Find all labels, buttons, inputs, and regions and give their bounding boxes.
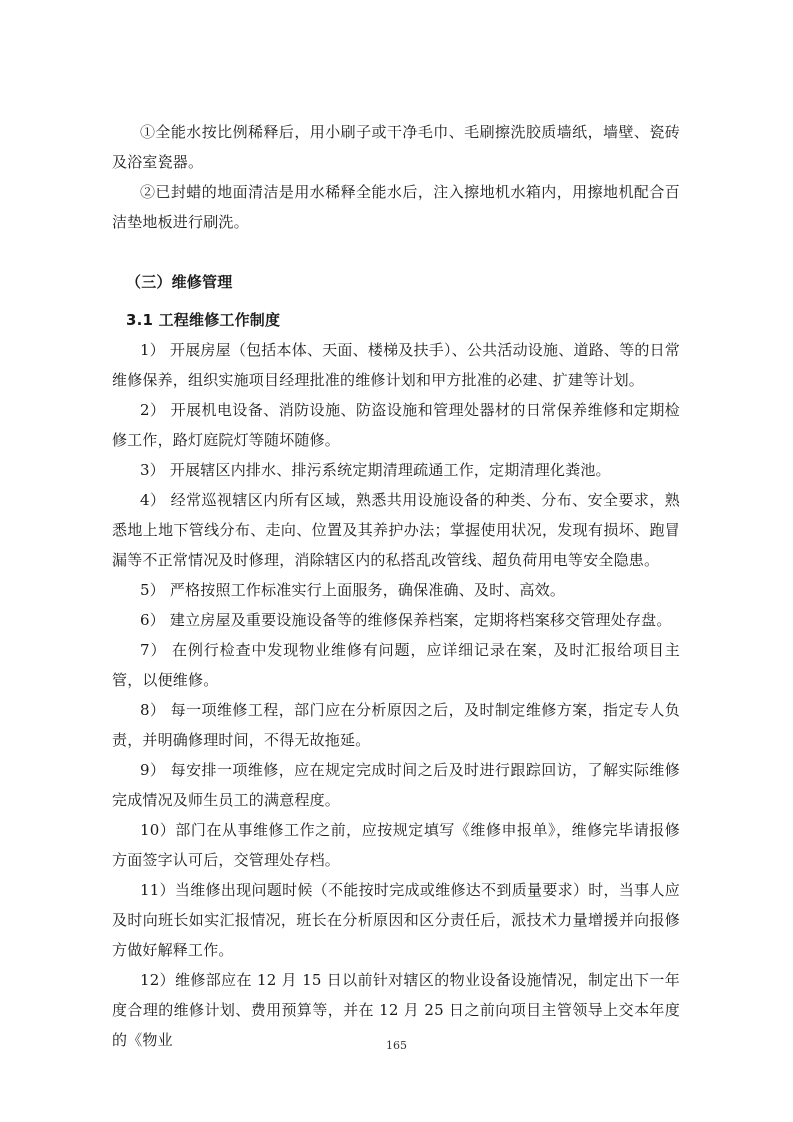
intro-paragraph-2: ②已封蜡的地面清洁是用水稀释全能水后，注入擦地机水箱内，用擦地机配合百洁垫地板进行刷洗。 [112,183,680,231]
page-number: 165 [386,1039,407,1052]
list-item: 8） 每一项维修工程，部门应在分析原因之后，及时制定维修方案，指定专人负责，并明确修理时间，不得无故拖延。 [112,701,680,749]
list-item: 3） 开展辖区内排水、排污系统定期清理疏通工作，定期清理化粪池。 [140,461,611,479]
list-item: 6） 建立房屋及重要设施设备等的维修保养档案，定期将档案移交管理处存盘。 [140,611,672,629]
list-item: 2） 开展机电设备、消防设施、防盗设施和管理处器材的日常保养维修和定期检修工作，路灯庭院灯等随坏随修。 [112,401,680,449]
section-heading: （三）维修管理 [126,273,233,291]
list-item: 1） 开展房屋（包括本体、天面、楼梯及扶手）、公共活动设施、道路、等的日常维修保养，组织实施项目经理批准的维修计划和甲方批准的必建、扩建等计划。 [112,341,680,389]
list-item: 4） 经常巡视辖区内所有区域，熟悉共用设施设备的种类、分布、安全要求，熟悉地上地下管线分布、走向、位置及其养护办法；掌握使用状况，发现有损坏、跑冒漏等不正常情况及时修理，消除辖区内的私搭乱改管线、超负荷用电等安全隐患。 [112,491,680,569]
list-item: 11）当维修出现问题时候（不能按时完成或维修达不到质量要求）时，当事人应及时向班长如实汇报情况，班长在分析原因和区分责任后，派技术力量增援并向报修方做好解释工作。 [112,881,680,959]
list-item: 9） 每安排一项维修，应在规定完成时间之后及时进行跟踪回访，了解实际维修完成情况及师生员工的满意程度。 [112,761,680,809]
list-item: 12）维修部应在 12 月 15 日以前针对辖区的物业设备设施情况，制定出下一年度合理的维修计划、费用预算等，并在 12 月 25 日之前向项目主管领导上交本年度的《物业 [112,971,680,1049]
list-item: 5） 严格按照工作标准实行上面服务，确保准确、及时、高效。 [140,581,566,599]
list-item: 10）部门在从事维修工作之前，应按规定填写《维修申报单》，维修完毕请报修方面签字认可后，交管理处存档。 [112,821,680,869]
section-spacer [112,237,680,267]
page-content [112,117,680,1055]
subsection-heading: 3.1 工程维修工作制度 [126,311,281,329]
list-item: 7） 在例行检查中发现物业维修有问题，应详细记录在案，及时汇报给项目主管，以便维修。 [112,641,680,689]
intro-paragraph-1: ①全能水按比例稀释后，用小刷子或干净毛巾、毛刷擦洗胶质墙纸，墙壁、瓷砖及浴室瓷器。 [112,123,680,171]
